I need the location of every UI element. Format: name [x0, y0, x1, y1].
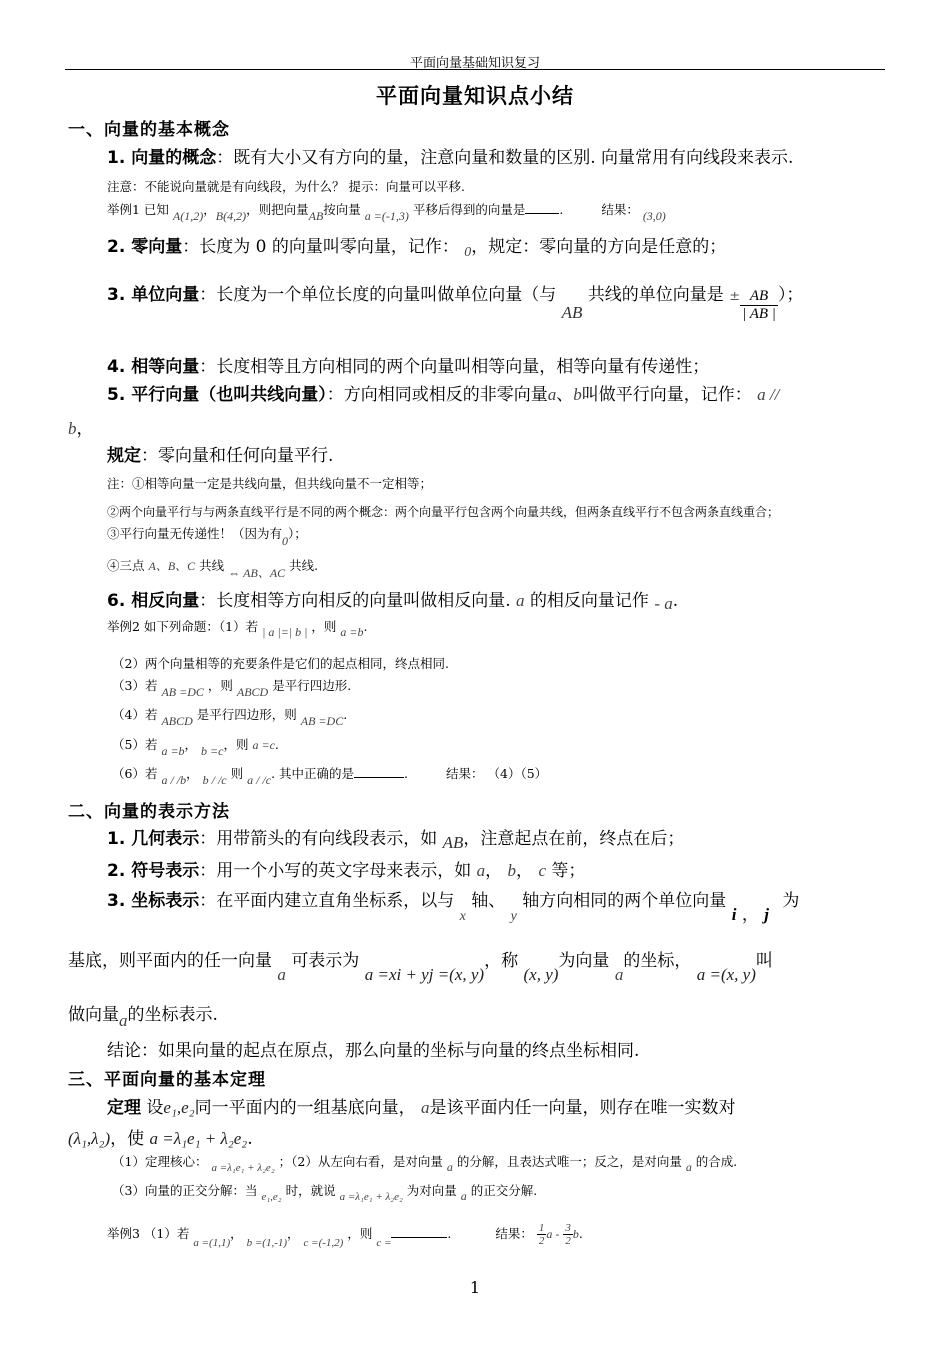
answer-blank	[525, 201, 559, 214]
text: 轴、	[471, 891, 506, 911]
text: ，则把向量	[246, 202, 309, 217]
text: ）；	[288, 526, 307, 541]
paragraph-vector-concept	[107, 143, 793, 168]
paragraph-rule	[107, 441, 333, 466]
math: a =c	[252, 738, 275, 752]
math: a =(1,1)	[193, 1237, 231, 1249]
section-heading-3: 三、平面向量的基本定理	[68, 1070, 266, 1090]
text: ：长度为一个单位长度的向量叫做单位向量（与	[199, 285, 557, 305]
text: .	[363, 619, 368, 634]
paragraph-zero-vector	[107, 232, 727, 260]
text: ，	[485, 861, 503, 881]
paragraph-parallel-vector	[107, 380, 779, 405]
text: ：零向量和任何向量平行.	[141, 446, 334, 466]
paragraph-geometric-representation	[107, 824, 685, 852]
example-label: 举例2 如下列命题：（1）若	[107, 619, 259, 634]
math: a	[119, 1011, 128, 1030]
example-1: 举例1 已知 A(1,2)，B(4,2)，则把向量AB按向量 a =(-1,3) 平移后得到的向量是 . 结果： (3,0)	[107, 202, 666, 223]
fraction-numerator: 1	[538, 1222, 545, 1234]
text: 是该平面内任一向量，则存在唯一实数对	[429, 1098, 736, 1118]
text: （1）定理核心：	[112, 1154, 208, 1169]
math: a	[516, 591, 525, 610]
answer-blank	[391, 1225, 447, 1238]
math: a	[614, 965, 624, 984]
text: 则	[230, 766, 244, 781]
fraction-numerator: 3	[565, 1222, 571, 1234]
text: ，	[516, 861, 534, 881]
text: ：用一个小写的英文字母来表示，如	[199, 861, 472, 881]
text: 为对向量	[406, 1183, 457, 1198]
text: （3）向量的正交分解：当	[112, 1183, 258, 1198]
math: a	[446, 1160, 453, 1174]
text: 的分解，且表达式唯一；反之，是对向量	[456, 1154, 682, 1169]
paragraph-parallel-vector-cont	[68, 414, 94, 439]
example-2-item-5	[112, 735, 279, 758]
text: 、	[556, 385, 574, 405]
header-rule	[65, 69, 885, 70]
math: B(4,2)	[215, 209, 247, 223]
text: 同一平面内的一组基底向量，	[194, 1098, 416, 1118]
term-coordinate: 3. 坐标表示	[107, 891, 200, 911]
text: 平移后得到的向量是	[412, 202, 526, 217]
math: a =λ₁e₁ + λ₂e₂	[339, 1191, 403, 1203]
text: 等；	[551, 861, 586, 881]
math: a	[460, 1189, 467, 1203]
math: a / /b	[161, 773, 187, 787]
text: （6）若	[112, 766, 158, 781]
math: e₁,e₂	[163, 1098, 195, 1117]
example-3	[107, 1222, 583, 1247]
term-vector-concept: 1. 向量的概念	[107, 148, 217, 168]
math: a =λ₁e₁ + λ₂e₂	[211, 1162, 275, 1174]
math: e₁,e₂	[261, 1191, 282, 1203]
math: j	[764, 905, 769, 924]
math: b	[573, 385, 582, 404]
text: ）；	[777, 285, 804, 305]
paragraph-coordinate-cont	[68, 946, 773, 984]
math: AB	[561, 303, 583, 322]
text: 时，就说	[285, 1183, 336, 1198]
theorem-note-3	[112, 1181, 538, 1203]
section-heading-2: 二、向量的表示方法	[68, 802, 230, 822]
math: a	[547, 385, 557, 404]
math: 0	[282, 534, 289, 548]
text: ，则	[223, 737, 249, 752]
text: ：长度相等且方向相同的两个向量叫相等向量，相等向量有传递性；	[199, 357, 710, 377]
result-value: (3,0)	[642, 209, 666, 223]
text: ，	[186, 766, 199, 781]
text: ：既有大小又有方向的量，注意向量和数量的区别. 向量常用有向线段来表示.	[216, 148, 794, 168]
term-zero-vector: 2. 零向量	[107, 237, 183, 257]
math: (x, y)	[523, 965, 559, 984]
math: A、B、C	[148, 559, 196, 573]
math: b	[68, 419, 77, 438]
math: a	[420, 1098, 430, 1117]
text: ：在平面内建立直角坐标系，以与	[199, 891, 455, 911]
unit-vector-fraction	[740, 288, 778, 323]
text: ④三点	[107, 558, 145, 573]
text: 共线的单位向量是	[587, 285, 724, 305]
text: 共线	[199, 558, 225, 573]
text: ③平行向量无传递性！（因为有	[107, 526, 283, 541]
example-2-item-2: （2）两个向量相等的充要条件是它们的起点相同，终点相同.	[112, 656, 449, 671]
math: y	[510, 909, 517, 924]
math: (λ₁,λ₂)	[68, 1129, 111, 1148]
text: ，	[203, 202, 216, 217]
math: a	[685, 1160, 692, 1174]
result-value: （4）（5）	[487, 766, 548, 781]
result-label: 结果：	[495, 1226, 533, 1241]
term-unit-vector: 3. 单位向量	[107, 285, 200, 305]
paragraph-equal-vector	[107, 352, 709, 377]
math: a =(-1,3)	[364, 209, 409, 223]
math: a =xi + yj =(x, y)	[364, 965, 485, 984]
term-symbolic: 2. 符号表示	[107, 861, 200, 881]
text: ：方向相同或相反的非零向量	[326, 385, 548, 405]
text: ，注意起点在前，终点在后；	[463, 829, 685, 849]
math: c =	[376, 1237, 392, 1249]
math: AB	[308, 209, 324, 223]
text: .	[672, 591, 679, 611]
text: .	[578, 1226, 583, 1241]
term-theorem: 定理	[107, 1098, 141, 1118]
text: . 其中正确的是	[271, 766, 355, 781]
example-2	[107, 617, 368, 639]
text: .	[343, 707, 348, 722]
text: .	[274, 737, 279, 752]
text: 是平行四边形.	[272, 678, 352, 693]
example-2-item-6	[112, 764, 548, 787]
math: - a	[654, 594, 673, 613]
text: ，	[741, 905, 759, 925]
text: ，	[184, 737, 198, 752]
theorem-note-1	[112, 1152, 738, 1174]
text: 为向量	[558, 951, 610, 971]
fraction-denominator: | AB |	[742, 306, 776, 322]
example-label: 举例3 （1）若	[107, 1226, 190, 1241]
math: a	[476, 861, 486, 880]
note-2-4	[107, 556, 319, 580]
result-fraction-2	[563, 1222, 573, 1247]
text: 基底，则平面内的任一向量	[68, 951, 272, 971]
math: a =λ₁e₁ + λ₂e₂	[149, 1129, 248, 1148]
math: 0	[464, 245, 472, 260]
term-opposite-vector: 6. 相反向量	[107, 591, 200, 611]
math: x	[459, 909, 466, 924]
math: ABCD	[161, 714, 193, 728]
text: ，	[230, 1226, 243, 1241]
text: 是平行四边形，则	[196, 707, 297, 722]
math: b / /c	[202, 773, 227, 787]
paragraph-unit-vector	[107, 278, 804, 322]
text: ：长度相等方向相反的向量叫做相反向量.	[199, 591, 511, 611]
text: ：长度为 0 的向量叫零向量，记作：	[182, 237, 459, 257]
text: 做向量	[68, 1005, 119, 1025]
result-label: 结果：	[601, 202, 639, 217]
text: （3）若	[112, 678, 158, 693]
text: 共线.	[289, 558, 319, 573]
text: 轴方向相同的两个单位向量	[522, 891, 727, 911]
example-label: 举例1 已知	[107, 202, 169, 217]
math: AB =DC	[300, 714, 344, 728]
text: .	[404, 766, 409, 781]
note-2-1: 注：①相等向量一定是共线向量，但共线向量不一定相等；	[107, 476, 433, 491]
text: 的合成.	[695, 1154, 738, 1169]
paragraph-coordinate-cont-2	[68, 1000, 218, 1030]
math: ABCD	[236, 685, 269, 699]
note-2-3	[107, 524, 307, 548]
result-label: 结果：	[446, 766, 484, 781]
term-geometric: 1. 几何表示	[107, 829, 200, 849]
term-rule: 规定	[107, 446, 141, 466]
document-title: 平面向量知识点小结	[376, 83, 574, 108]
math: c =(-1,2)	[303, 1237, 344, 1249]
paragraph-coordinate-representation	[107, 886, 800, 925]
text: 为	[782, 891, 800, 911]
fraction-denominator: 2	[538, 1235, 545, 1247]
math: b =(1,-1)	[246, 1237, 288, 1249]
math: AB	[442, 833, 464, 852]
math: ±	[729, 289, 741, 304]
math: AB =DC	[161, 685, 204, 699]
math: ⇔ AB、AC	[228, 566, 286, 580]
text: ，称	[484, 951, 519, 971]
text: 叫	[755, 951, 773, 971]
math: a =b	[340, 625, 364, 639]
text: ，使	[110, 1129, 145, 1149]
math: a	[277, 965, 286, 984]
text: 的相反向量记作	[529, 591, 649, 611]
example-2-item-3	[112, 676, 352, 699]
text: ，则	[311, 619, 337, 634]
math: | a |=| b |	[262, 625, 308, 639]
result-fraction-1	[537, 1222, 547, 1247]
text: ；（2）从左向右看，是对向量	[278, 1154, 443, 1169]
paragraph-conclusion: 结论：如果向量的起点在原点，那么向量的坐标与向量的终点坐标相同.	[107, 1041, 640, 1061]
text: 叫做平行向量，记作：	[581, 385, 752, 405]
paragraph-opposite-vector	[107, 586, 678, 611]
text: 可表示为	[291, 951, 360, 971]
math: A(1,2)	[172, 209, 204, 223]
math: c	[538, 861, 546, 880]
text: ，	[287, 1226, 300, 1241]
text: 的正交分解.	[470, 1183, 538, 1198]
answer-blank	[354, 765, 404, 778]
section-heading-1: 一、向量的基本概念	[68, 120, 230, 140]
page-number: 1	[469, 1278, 481, 1297]
term-equal-vector: 4. 相等向量	[107, 357, 200, 377]
math: a =b	[161, 744, 185, 758]
running-header: 平面向量基础知识复习	[409, 56, 540, 71]
fraction-denominator: 2	[565, 1235, 571, 1247]
note-1: 注意：不能说向量就是有向线段，为什么？ 提示：向量可以平移.	[107, 179, 465, 194]
paragraph-symbolic-representation	[107, 856, 585, 881]
example-2-item-4	[112, 705, 348, 728]
paragraph-theorem-cont	[68, 1124, 253, 1149]
text: ，	[76, 419, 94, 439]
text: 的坐标，	[623, 951, 692, 971]
paragraph-theorem	[107, 1093, 735, 1118]
math: b	[507, 861, 517, 880]
text: ，则	[207, 678, 233, 693]
math: b	[572, 1227, 579, 1241]
note-2-2: ②两个向量平行与与两条直线平行是不同的两个概念：两个向量平行包含两个向量共线，但两条直线平行不包含两条直线重合；	[107, 505, 780, 519]
math: a -	[546, 1227, 560, 1241]
fraction-numerator: AB	[740, 288, 778, 306]
text: 设	[146, 1098, 164, 1118]
text: .	[447, 1226, 452, 1241]
text: ，规定：零向量的方向是任意的；	[471, 237, 727, 257]
term-parallel-vector: 5. 平行向量（也叫共线向量）	[107, 385, 327, 405]
math: a =(x, y)	[696, 965, 756, 984]
text: ：用带箭头的有向线段表示，如	[199, 829, 438, 849]
math: a / /c	[247, 773, 272, 787]
text: 按向量	[323, 202, 361, 217]
text: ，则	[347, 1226, 373, 1241]
math: a //	[757, 385, 780, 404]
text: （4）若	[112, 707, 158, 722]
math: i	[731, 905, 737, 924]
text: .	[247, 1129, 253, 1149]
text: （5）若	[112, 737, 158, 752]
text: 的坐标表示.	[127, 1005, 218, 1025]
math: b =c	[201, 744, 224, 758]
